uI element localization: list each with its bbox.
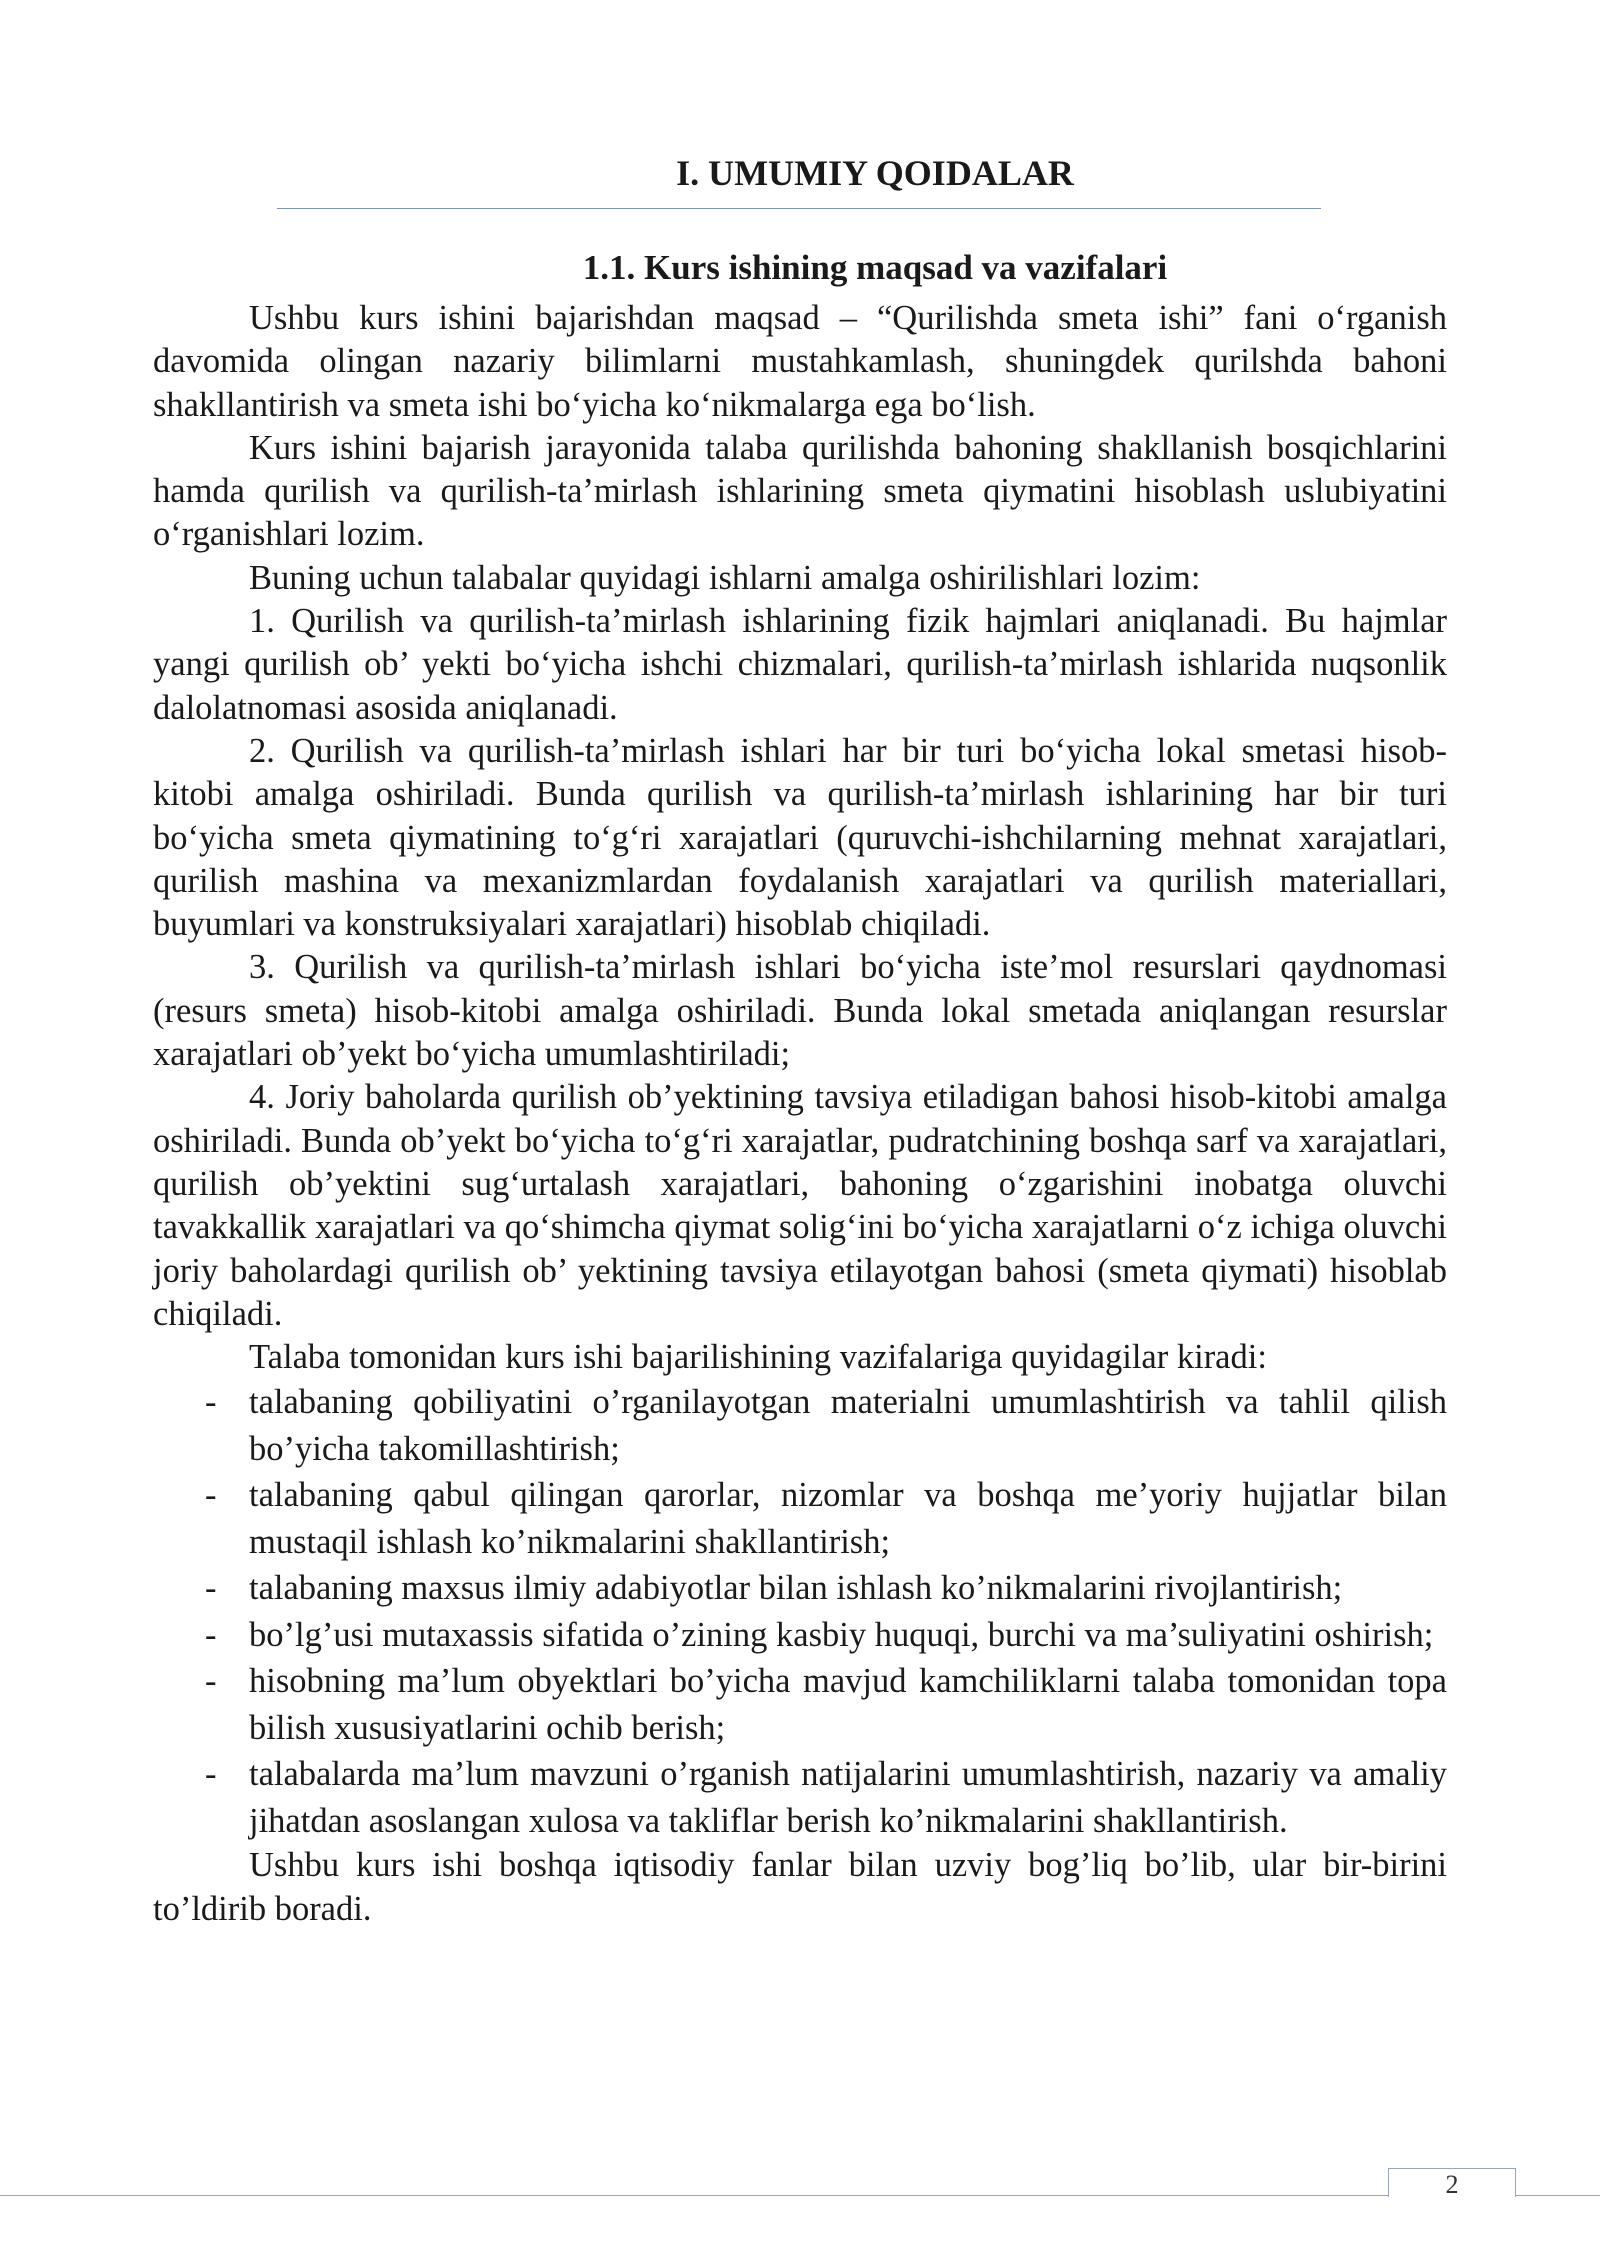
chapter-title: I. UMUMIY QOIDALAR (676, 153, 1074, 193)
paragraph-step-4: 4. Joriy baholarda qurilish ob’yektining tavsiya etiladigan bahosi hisob-kitobi amalga oshiriladi. Bunda ob’yekt bo‘yicha to‘g‘ri xarajatlar, pudratchining boshqa sarf va xarajatlari, qurilish ob’yektini sug‘urtalash xarajatlari, bahoning o‘zgarishini inobatga oluvchi tavakkallik xarajatlari va qo‘shimcha qiymat solig‘ini bo‘yicha xarajatlarni o‘z ichiga oluvchi joriy baholardagi qurilish ob’ yektining tavsiya etilayotgan bahosi (smeta qiymati) hisoblab chiqiladi. (153, 1078, 1447, 1333)
paragraph-purpose: Ushbu kurs ishini bajarishdan maqsad – “Qurilishda smeta ishi” fani o‘rganish davomida olingan nazariy bilimlarni mustahkamlash, shuningdek qurilshda bahoni shakllantirish va smeta ishi bo‘yicha ko‘nikmalarga ega bo‘lish. (153, 299, 1447, 424)
page-number: 2 (1388, 2168, 1516, 2197)
list-item (153, 1379, 1447, 1472)
page-content (153, 148, 1447, 1931)
bullet-dash: - (205, 1569, 217, 1608)
title-underline (277, 208, 1321, 209)
list-item-text: talabalarda ma’lum mavzuni o’rganish natijalarini umumlashtirish, nazariy va amaliy jihatdan asoslangan xulosa va takliflar berish ko’nikmalarini shakllantirish. (249, 1755, 1447, 1840)
paragraph-step-2: 2. Qurilish va qurilish-ta’mirlash ishlari har bir turi bo‘yicha lokal smetasi hisob-kitobi amalga oshiriladi. Bunda qurilish va qurilish-ta’mirlash ishlarining har bir turi bo‘yicha smeta qiymatining to‘g‘ri xarajatlari (quruvchi-ishchilarning mehnat xarajatlari, qurilish mashina va mexanizmlardan foydalanish xarajatlari va qurilish materiallari, buyumlari va konstruksiyalari xarajatlari) hisoblab chiqiladi. (153, 731, 1447, 944)
bullet-dash: - (205, 1383, 217, 1422)
list-item (153, 1612, 1447, 1659)
bullet-dash: - (205, 1662, 217, 1701)
section-title: 1.1. Kurs ishining maqsad va vazifalari (582, 248, 1168, 287)
list-item (153, 1472, 1447, 1565)
paragraph-step-3: 3. Qurilish va qurilish-ta’mirlash ishlari bo‘yicha iste’mol resurslari qaydnomasi (resurs smeta) hisob-kitobi amalga oshiriladi. Bunda lokal smetada aniqlangan resurslar xarajatlari ob’yekt bo‘yicha umumlashtiriladi; (153, 948, 1447, 1074)
objectives-list (153, 1379, 1447, 1844)
paragraph-tasks-intro: Buning uchun talabalar quyidagi ishlarni amalga oshirilishlari lozim: (249, 558, 1201, 597)
list-item (153, 1565, 1447, 1612)
bullet-dash: - (205, 1476, 217, 1515)
paragraph-process: Kurs ishini bajarish jarayonida talaba qurilishda bahoning shakllanish bosqichlarini hamda qurilish va qurilish-ta’mirlash ishlarining smeta qiymatini hisoblash uslubiyatini o‘rganishlari lozim. (153, 428, 1447, 554)
list-item-text: talabaning qabul qilingan qarorlar, nizomlar va boshqa me’yoriy hujjatlar bilan mustaqil ishlash ko’nikmalarini shakllantirish; (249, 1476, 1447, 1561)
list-item-text: bo’lg’usi mutaxassis sifatida o’zining kasbiy huquqi, burchi va ma’suliyatini oshirish; (249, 1615, 1434, 1654)
bullet-dash: - (205, 1615, 217, 1654)
paragraph-closing: Ushbu kurs ishi boshqa iqtisodiy fanlar bilan uzviy bog’liq bo’lib, ular bir-birini to’ldirib boradi. (153, 1846, 1447, 1928)
list-item (153, 1751, 1447, 1844)
list-item-text: talabaning maxsus ilmiy adabiyotlar bilan ishlash ko’nikmalarini rivojlantirish; (249, 1569, 1343, 1608)
list-item-text: talabaning qobiliyatini o’rganilayotgan materialni umumlashtirish va tahlil qilish bo’yicha takomillashtirish; (249, 1383, 1447, 1468)
paragraph-step-1: 1. Qurilish va qurilish-ta’mirlash ishlarining fizik hajmlari aniqlanadi. Bu hajmlar yangi qurilish ob’ yekti bo‘yicha ishchi chizmalari, qurilish-ta’mirlash ishlarida nuqsonlik dalolatnomasi asosida aniqlanadi. (153, 602, 1447, 727)
footer-rule (0, 2195, 1600, 2196)
paragraph-objectives-intro: Talaba tomonidan kurs ishi bajarilishining vazifalariga quyidagilar kiradi: (249, 1338, 1267, 1377)
list-item (153, 1658, 1447, 1751)
bullet-dash: - (205, 1755, 217, 1794)
list-item-text: hisobning ma’lum obyektlari bo’yicha mavjud kamchiliklarni talaba tomonidan topa bilish xususiyatlarini ochib berish; (249, 1662, 1447, 1747)
